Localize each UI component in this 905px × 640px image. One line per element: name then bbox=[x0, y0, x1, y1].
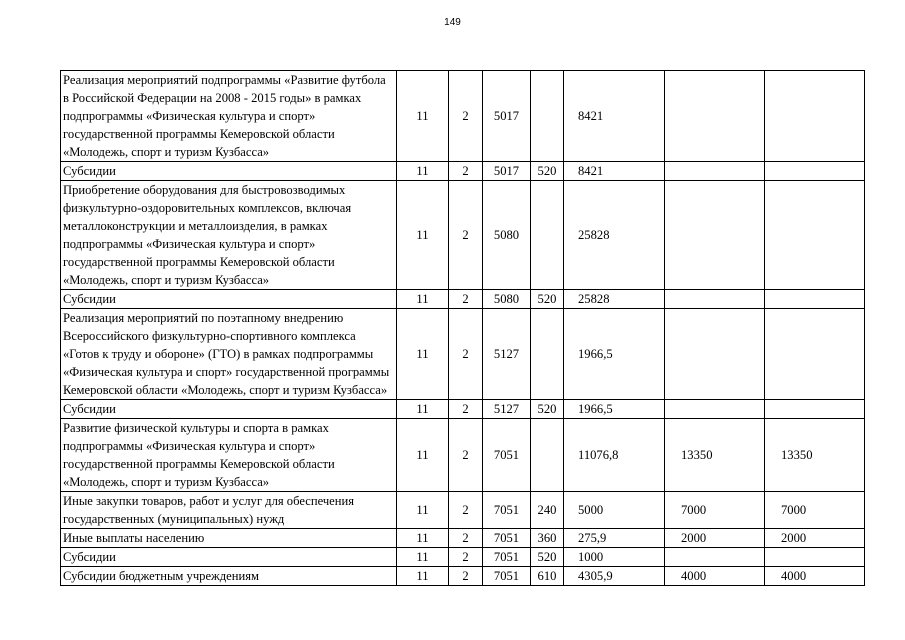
cell-section: 11 bbox=[397, 567, 449, 586]
cell-amount-year-3: 7000 bbox=[765, 492, 865, 529]
cell-name: Реализация мероприятий подпрограммы «Развитие футбола в Российской Федерации на 2008 - 2015 годы» в рамках подпрограммы «Физическая культура и спорт» государственной программы Кемеровской области «Молодежь, спорт и туризм Кузбасса» bbox=[61, 71, 397, 162]
cell-target-article: 5017 bbox=[483, 71, 531, 162]
cell-subsection: 2 bbox=[449, 548, 483, 567]
cell-amount-year-1: 25828 bbox=[564, 290, 665, 309]
cell-name: Субсидии bbox=[61, 548, 397, 567]
cell-amount-year-1: 11076,8 bbox=[564, 419, 665, 492]
cell-name: Приобретение оборудования для быстровозводимых физкультурно-оздоровительных комплексов, включая металлоконструкции и металлоизделия, в рамках подпрограммы «Физическая культура и спорт» государственной программы Кемеровской области «Молодежь, спорт и туризм Кузбасса» bbox=[61, 181, 397, 290]
cell-section: 11 bbox=[397, 290, 449, 309]
cell-target-article: 7051 bbox=[483, 567, 531, 586]
cell-target-article: 5127 bbox=[483, 309, 531, 400]
cell-section: 11 bbox=[397, 548, 449, 567]
cell-amount-year-3 bbox=[765, 181, 865, 290]
cell-amount-year-2: 2000 bbox=[665, 529, 765, 548]
cell-amount-year-1: 8421 bbox=[564, 71, 665, 162]
cell-name: Реализация мероприятий по поэтапному внедрению Всероссийского физкультурно-спортивного комплекса «Готов к труду и обороне» (ГТО) в рамках подпрограммы «Физическая культура и спорт» государственной программы Кемеровской области «Молодежь, спорт и туризм Кузбасса» bbox=[61, 309, 397, 400]
cell-subsection: 2 bbox=[449, 181, 483, 290]
cell-expense-type bbox=[531, 309, 564, 400]
cell-target-article: 5080 bbox=[483, 181, 531, 290]
cell-section: 11 bbox=[397, 162, 449, 181]
cell-name: Иные закупки товаров, работ и услуг для обеспечения государственных (муниципальных) нужд bbox=[61, 492, 397, 529]
cell-section: 11 bbox=[397, 529, 449, 548]
cell-section: 11 bbox=[397, 492, 449, 529]
cell-amount-year-3 bbox=[765, 309, 865, 400]
cell-subsection: 2 bbox=[449, 162, 483, 181]
table-row bbox=[61, 529, 865, 548]
cell-amount-year-2 bbox=[665, 290, 765, 309]
cell-name: Субсидии бюджетным учреждениям bbox=[61, 567, 397, 586]
cell-expense-type: 520 bbox=[531, 162, 564, 181]
cell-amount-year-2 bbox=[665, 71, 765, 162]
cell-section: 11 bbox=[397, 181, 449, 290]
cell-target-article: 5017 bbox=[483, 162, 531, 181]
cell-expense-type bbox=[531, 71, 564, 162]
cell-section: 11 bbox=[397, 309, 449, 400]
cell-amount-year-1: 25828 bbox=[564, 181, 665, 290]
cell-expense-type: 610 bbox=[531, 567, 564, 586]
cell-expense-type bbox=[531, 419, 564, 492]
cell-amount-year-2 bbox=[665, 309, 765, 400]
cell-expense-type bbox=[531, 181, 564, 290]
cell-section: 11 bbox=[397, 419, 449, 492]
cell-expense-type: 360 bbox=[531, 529, 564, 548]
cell-amount-year-3: 2000 bbox=[765, 529, 865, 548]
cell-amount-year-2: 13350 bbox=[665, 419, 765, 492]
cell-expense-type: 520 bbox=[531, 548, 564, 567]
table-row bbox=[61, 492, 865, 529]
cell-target-article: 7051 bbox=[483, 529, 531, 548]
table-row bbox=[61, 567, 865, 586]
cell-amount-year-2 bbox=[665, 181, 765, 290]
table-row bbox=[61, 400, 865, 419]
cell-subsection: 2 bbox=[449, 290, 483, 309]
table-row bbox=[61, 309, 865, 400]
cell-amount-year-2: 7000 bbox=[665, 492, 765, 529]
table-row bbox=[61, 162, 865, 181]
cell-name: Субсидии bbox=[61, 290, 397, 309]
table-row bbox=[61, 181, 865, 290]
cell-amount-year-1: 1966,5 bbox=[564, 400, 665, 419]
cell-amount-year-1: 4305,9 bbox=[564, 567, 665, 586]
cell-target-article: 7051 bbox=[483, 492, 531, 529]
cell-amount-year-1: 5000 bbox=[564, 492, 665, 529]
cell-target-article: 5127 bbox=[483, 400, 531, 419]
cell-subsection: 2 bbox=[449, 400, 483, 419]
cell-amount-year-3 bbox=[765, 71, 865, 162]
cell-subsection: 2 bbox=[449, 529, 483, 548]
cell-amount-year-3: 13350 bbox=[765, 419, 865, 492]
cell-target-article: 5080 bbox=[483, 290, 531, 309]
cell-amount-year-1: 8421 bbox=[564, 162, 665, 181]
cell-target-article: 7051 bbox=[483, 419, 531, 492]
cell-section: 11 bbox=[397, 400, 449, 419]
cell-target-article: 7051 bbox=[483, 548, 531, 567]
cell-name: Иные выплаты населению bbox=[61, 529, 397, 548]
cell-subsection: 2 bbox=[449, 71, 483, 162]
cell-amount-year-1: 275,9 bbox=[564, 529, 665, 548]
cell-amount-year-1: 1966,5 bbox=[564, 309, 665, 400]
cell-subsection: 2 bbox=[449, 309, 483, 400]
cell-expense-type: 520 bbox=[531, 400, 564, 419]
cell-subsection: 2 bbox=[449, 567, 483, 586]
table-row bbox=[61, 548, 865, 567]
cell-amount-year-3 bbox=[765, 400, 865, 419]
cell-amount-year-3 bbox=[765, 548, 865, 567]
cell-amount-year-2 bbox=[665, 162, 765, 181]
cell-amount-year-1: 1000 bbox=[564, 548, 665, 567]
table-body bbox=[61, 71, 865, 586]
page-number: 149 bbox=[444, 17, 461, 28]
cell-amount-year-3 bbox=[765, 290, 865, 309]
cell-subsection: 2 bbox=[449, 492, 483, 529]
cell-expense-type: 240 bbox=[531, 492, 564, 529]
cell-amount-year-3: 4000 bbox=[765, 567, 865, 586]
table-row bbox=[61, 290, 865, 309]
cell-subsection: 2 bbox=[449, 419, 483, 492]
table-row bbox=[61, 419, 865, 492]
cell-expense-type: 520 bbox=[531, 290, 564, 309]
cell-name: Субсидии bbox=[61, 400, 397, 419]
cell-amount-year-2 bbox=[665, 400, 765, 419]
budget-table bbox=[60, 70, 865, 586]
table-row bbox=[61, 71, 865, 162]
cell-amount-year-3 bbox=[765, 162, 865, 181]
cell-name: Субсидии bbox=[61, 162, 397, 181]
cell-amount-year-2: 4000 bbox=[665, 567, 765, 586]
cell-amount-year-2 bbox=[665, 548, 765, 567]
cell-name: Развитие физической культуры и спорта в рамках подпрограммы «Физическая культура и спорт» государственной программы Кемеровской области «Молодежь, спорт и туризм Кузбасса» bbox=[61, 419, 397, 492]
cell-section: 11 bbox=[397, 71, 449, 162]
